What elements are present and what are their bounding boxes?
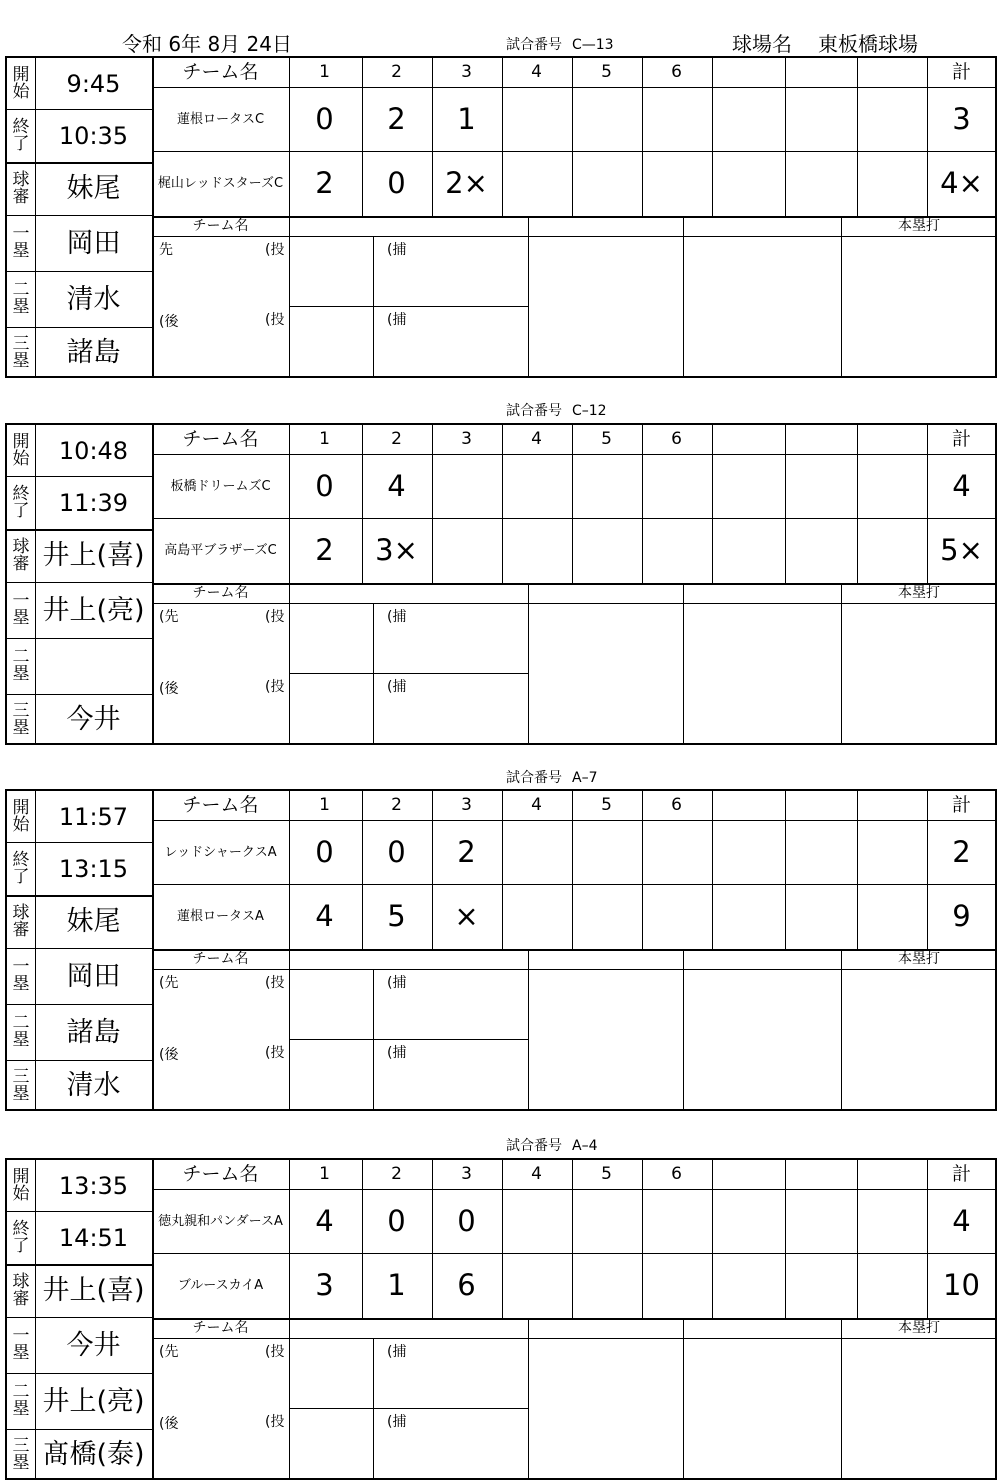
team-name: 徳丸親和パンダースA	[158, 1213, 283, 1229]
total-score: 10	[943, 1267, 980, 1302]
grid-line	[152, 1338, 997, 1339]
team-name-subheader: チーム名	[192, 1320, 249, 1336]
start-label-char-2: 始	[12, 814, 30, 835]
inning-score: 2	[457, 834, 476, 869]
third-base-umpire-label-char-2: 塁	[12, 350, 30, 371]
grid-line	[683, 583, 684, 745]
second-team-catcher-label: (捕	[387, 679, 407, 695]
inning-score: 4	[387, 468, 406, 503]
grid-line	[857, 425, 858, 583]
team-name-header: チーム名	[182, 61, 259, 83]
second-base-umpire-label-char-1: 二	[12, 647, 30, 667]
inning-score	[641, 454, 712, 518]
inning-score: 3	[315, 1267, 334, 1302]
team-name-subheader: チーム名	[192, 218, 249, 234]
third-base-umpire-label	[7, 327, 35, 378]
total-header: 計	[951, 61, 971, 83]
end-label-char-2: 了	[12, 1235, 30, 1256]
second-team-pitcher-label: (投	[265, 1045, 285, 1061]
inning-header: 6	[671, 795, 682, 815]
third-base-umpire: 清水	[66, 1070, 121, 1101]
inning-header: 3	[461, 62, 472, 82]
third-base-umpire-label-char-1: 三	[12, 1066, 30, 1087]
end-label	[7, 476, 35, 529]
team-name: 蓮根ロータスA	[177, 908, 264, 924]
second-base-umpire-label	[7, 271, 35, 327]
first-base-umpire-label-char-1: 一	[12, 224, 30, 244]
start-time: 9:45	[66, 69, 121, 98]
grid-line	[289, 1039, 528, 1040]
inning-score	[641, 884, 712, 948]
plate-umpire-label-char-2: 審	[12, 919, 30, 940]
team-name: 梶山レッドスターズC	[157, 175, 284, 191]
end-label-char-1: 終	[12, 483, 30, 504]
third-base-umpire-label-char-1: 三	[12, 700, 30, 721]
inning-header: 4	[531, 62, 542, 82]
first-base-umpire: 岡田	[66, 960, 121, 992]
inning-header: 4	[531, 1164, 542, 1184]
inning-score: 2	[387, 101, 406, 136]
third-base-umpire-label	[7, 1429, 35, 1480]
game-sheet	[5, 56, 997, 378]
plate-umpire-label	[7, 162, 35, 215]
inning-score: 4	[315, 898, 334, 933]
grid-line	[528, 216, 529, 378]
home-run-header: 本塁打	[898, 951, 940, 967]
grid-line	[857, 58, 858, 216]
grid-line	[289, 306, 528, 307]
grid-line	[683, 216, 684, 378]
total-score: 4	[952, 468, 971, 503]
grid-line	[857, 791, 858, 949]
inning-score	[641, 518, 712, 582]
inning-score	[431, 454, 502, 518]
inning-score: 3×	[375, 532, 418, 567]
inning-score: 1	[387, 1267, 406, 1302]
second-team-marker: (後	[159, 681, 179, 697]
grid-line	[841, 216, 842, 378]
inning-score	[571, 454, 642, 518]
game-number	[506, 771, 597, 785]
inning-score: 2×	[445, 165, 488, 200]
total-score: 4	[952, 1203, 971, 1238]
team-name-header: チーム名	[182, 1163, 259, 1185]
inning-score: ×	[454, 898, 479, 933]
game-number	[506, 1139, 597, 1153]
inning-score: 0	[387, 165, 406, 200]
first-base-umpire-label-char-2: 塁	[12, 974, 30, 994]
team-name: 板橋ドリームズC	[170, 478, 271, 494]
plate-umpire-label-char-2: 審	[12, 553, 30, 574]
game-number-label: 試合番号	[506, 403, 562, 419]
start-label-char-2: 始	[12, 448, 30, 469]
inning-score	[571, 151, 642, 215]
end-label	[7, 1211, 35, 1264]
grid-line	[712, 58, 713, 216]
inning-header: 6	[671, 1164, 682, 1184]
first-team-pitcher-label: (投	[265, 975, 285, 991]
first-team-marker: (先	[159, 975, 179, 991]
inning-header: 4	[531, 795, 542, 815]
inning-score	[641, 1253, 712, 1317]
inning-header: 1	[319, 795, 330, 815]
third-base-umpire-label-char-2: 塁	[12, 717, 30, 738]
inning-score: 0	[387, 1203, 406, 1238]
second-team-pitcher-label: (投	[265, 679, 285, 695]
third-base-umpire-label-char-1: 三	[12, 1435, 30, 1456]
plate-umpire-label	[7, 1264, 35, 1317]
home-run-header: 本塁打	[898, 1320, 940, 1336]
inning-score: 6	[457, 1267, 476, 1302]
start-label-char-1: 開	[12, 797, 30, 818]
second-base-umpire-label	[7, 638, 35, 694]
game-number-value: A–7	[572, 770, 598, 786]
inning-header: 4	[531, 429, 542, 449]
game-number-label: 試合番号	[506, 770, 562, 786]
second-base-umpire: 井上(亮)	[42, 1385, 145, 1417]
plate-umpire: 井上(喜)	[42, 540, 145, 571]
inning-score: 2	[315, 532, 334, 567]
first-team-pitcher-label: (投	[265, 242, 285, 258]
first-team-pitcher-label: (投	[265, 609, 285, 625]
third-base-umpire-label	[7, 694, 35, 745]
game-sheet	[5, 789, 997, 1111]
start-label-char-1: 開	[12, 64, 30, 85]
inning-score	[501, 518, 572, 582]
grid-line	[712, 791, 713, 949]
total-score: 4×	[940, 165, 983, 200]
second-team-marker: (後	[159, 314, 179, 330]
second-base-umpire: 諸島	[66, 1016, 121, 1048]
grid-line	[528, 1318, 529, 1480]
total-score: 5×	[940, 532, 983, 567]
grid-line	[857, 1160, 858, 1318]
start-label-char-1: 開	[12, 431, 30, 452]
team-name-header: チーム名	[182, 794, 259, 816]
grid-line	[683, 1318, 684, 1480]
inning-score: 4	[315, 1203, 334, 1238]
inning-header: 6	[671, 62, 682, 82]
second-base-umpire-label-char-2: 塁	[12, 297, 30, 317]
first-team-catcher-label: (捕	[387, 1344, 407, 1360]
inning-score: 0	[315, 468, 334, 503]
total-header: 計	[951, 428, 971, 450]
inning-score	[571, 820, 642, 884]
grid-line	[841, 949, 842, 1111]
grid-line	[373, 603, 374, 745]
first-team-marker: (先	[159, 1344, 179, 1360]
venue-name: 東板橋球場	[818, 32, 918, 56]
third-base-umpire-label	[7, 1060, 35, 1111]
first-base-umpire-label-char-2: 塁	[12, 1343, 30, 1363]
second-base-umpire-label	[7, 1004, 35, 1060]
inning-header: 1	[319, 62, 330, 82]
end-label-char-2: 了	[12, 133, 30, 154]
first-base-umpire-label	[7, 948, 35, 1004]
grid-line	[152, 236, 997, 237]
plate-umpire-label-char-1: 球	[12, 1271, 30, 1292]
inning-header: 2	[391, 1164, 402, 1184]
inning-score	[501, 1253, 572, 1317]
grid-line	[152, 969, 997, 970]
start-label	[7, 58, 35, 109]
start-label	[7, 791, 35, 842]
first-base-umpire-label-char-1: 一	[12, 957, 30, 977]
first-team-pitcher-label: (投	[265, 1344, 285, 1360]
inning-score	[571, 884, 642, 948]
inning-header: 5	[601, 795, 612, 815]
inning-score	[571, 518, 642, 582]
first-team-marker: (先	[159, 609, 179, 625]
first-base-umpire: 今井	[66, 1329, 121, 1361]
inning-header: 5	[601, 62, 612, 82]
date: 令和 6年 8月 24日	[122, 32, 292, 56]
grid-line	[528, 583, 529, 745]
third-base-umpire-label-char-1: 三	[12, 333, 30, 354]
grid-line	[289, 1408, 528, 1409]
inning-score	[501, 454, 572, 518]
team-name-header: チーム名	[182, 428, 259, 450]
game-number-value: A–4	[572, 1138, 598, 1154]
inning-score	[501, 884, 572, 948]
inning-header: 3	[461, 795, 472, 815]
grid-line	[785, 58, 786, 216]
second-base-umpire-label	[7, 1373, 35, 1429]
team-name: 蓮根ロータスC	[176, 111, 265, 127]
team-name: ブルースカイA	[177, 1277, 264, 1293]
start-label-char-2: 始	[12, 81, 30, 102]
team-name-subheader: チーム名	[192, 585, 249, 601]
second-base-umpire-label-char-1: 二	[12, 1382, 30, 1402]
inning-header: 3	[461, 1164, 472, 1184]
game-number	[506, 404, 607, 418]
first-team-catcher-label: (捕	[387, 975, 407, 991]
third-base-umpire: 今井	[66, 704, 121, 735]
game-number	[506, 38, 614, 52]
game-number-label: 試合番号	[506, 1138, 562, 1154]
second-base-umpire-label-char-1: 二	[12, 280, 30, 300]
first-team-catcher-label: (捕	[387, 609, 407, 625]
inning-header: 2	[391, 795, 402, 815]
start-time: 13:35	[58, 1171, 129, 1200]
first-base-umpire: 井上(亮)	[42, 594, 145, 626]
inning-header: 1	[319, 429, 330, 449]
inning-score	[501, 87, 572, 151]
team-name: レッドシャークスA	[164, 844, 277, 860]
second-team-marker: (後	[159, 1416, 179, 1432]
end-label-char-1: 終	[12, 1218, 30, 1239]
second-team-pitcher-label: (投	[265, 312, 285, 328]
second-team-catcher-label: (捕	[387, 1045, 407, 1061]
end-time: 11:39	[58, 488, 129, 517]
first-base-umpire-label	[7, 215, 35, 271]
plate-umpire: 妹尾	[66, 173, 121, 204]
end-time: 14:51	[58, 1223, 129, 1252]
start-label	[7, 425, 35, 476]
end-label	[7, 842, 35, 895]
venue-label: 球場名	[732, 32, 792, 56]
total-score: 9	[952, 898, 971, 933]
second-base-umpire	[35, 638, 152, 694]
inning-header: 1	[319, 1164, 330, 1184]
plate-umpire-label-char-1: 球	[12, 536, 30, 557]
first-team-marker: 先	[159, 242, 173, 258]
inning-score	[501, 1189, 572, 1253]
total-score: 2	[952, 834, 971, 869]
inning-score	[641, 1189, 712, 1253]
grid-line	[528, 949, 529, 1111]
inning-score: 0	[315, 101, 334, 136]
second-team-catcher-label: (捕	[387, 1414, 407, 1430]
end-time: 13:15	[58, 854, 129, 883]
inning-score	[501, 151, 572, 215]
game-number-value: C—13	[572, 37, 614, 53]
end-label-char-1: 終	[12, 849, 30, 870]
total-header: 計	[951, 794, 971, 816]
inning-score	[571, 1189, 642, 1253]
third-base-umpire-label-char-2: 塁	[12, 1083, 30, 1104]
end-label-char-2: 了	[12, 500, 30, 521]
plate-umpire-label-char-2: 審	[12, 186, 30, 207]
inning-score	[641, 820, 712, 884]
grid-line	[712, 1160, 713, 1318]
plate-umpire-label	[7, 529, 35, 582]
first-base-umpire-label-char-1: 一	[12, 1326, 30, 1346]
plate-umpire-label-char-1: 球	[12, 169, 30, 190]
grid-line	[841, 1318, 842, 1480]
inning-score: 5	[387, 898, 406, 933]
second-base-umpire-label-char-1: 二	[12, 1013, 30, 1033]
first-base-umpire: 岡田	[66, 227, 121, 259]
third-base-umpire: 諸島	[66, 337, 121, 368]
second-team-catcher-label: (捕	[387, 312, 407, 328]
third-base-umpire: 髙橋(泰)	[42, 1439, 145, 1470]
plate-umpire: 井上(喜)	[42, 1275, 145, 1306]
team-name: 高島平ブラザーズC	[164, 542, 277, 558]
inning-header: 6	[671, 429, 682, 449]
end-label	[7, 109, 35, 162]
home-run-header: 本塁打	[898, 585, 940, 601]
grid-line	[683, 949, 684, 1111]
grid-line	[289, 673, 528, 674]
first-base-umpire-label-char-2: 塁	[12, 608, 30, 628]
plate-umpire-label-char-2: 審	[12, 1288, 30, 1309]
grid-line	[785, 1160, 786, 1318]
grid-line	[373, 236, 374, 378]
game-sheet	[5, 1158, 997, 1480]
inning-score	[641, 87, 712, 151]
inning-header: 2	[391, 429, 402, 449]
inning-score: 2	[315, 165, 334, 200]
start-label	[7, 1160, 35, 1211]
team-name-subheader: チーム名	[192, 951, 249, 967]
grid-line	[785, 425, 786, 583]
plate-umpire: 妹尾	[66, 906, 121, 937]
inning-score: 0	[315, 834, 334, 869]
start-time: 11:57	[58, 802, 129, 831]
inning-score	[571, 87, 642, 151]
game-number-value: C–12	[572, 403, 607, 419]
second-base-umpire-label-char-2: 塁	[12, 1399, 30, 1419]
plate-umpire-label-char-1: 球	[12, 902, 30, 923]
second-base-umpire-label-char-2: 塁	[12, 664, 30, 684]
inning-score	[641, 151, 712, 215]
inning-score	[431, 518, 502, 582]
total-score: 3	[952, 101, 971, 136]
inning-score: 0	[457, 1203, 476, 1238]
grid-line	[373, 969, 374, 1111]
inning-header: 3	[461, 429, 472, 449]
grid-line	[841, 583, 842, 745]
end-time: 10:35	[58, 121, 129, 150]
second-base-umpire: 清水	[66, 283, 121, 315]
first-base-umpire-label	[7, 582, 35, 638]
first-base-umpire-label-char-2: 塁	[12, 241, 30, 261]
game-number-label: 試合番号	[506, 37, 562, 53]
home-run-header: 本塁打	[898, 218, 940, 234]
inning-header: 5	[601, 1164, 612, 1184]
inning-score: 0	[387, 834, 406, 869]
third-base-umpire-label-char-2: 塁	[12, 1452, 30, 1473]
second-team-pitcher-label: (投	[265, 1414, 285, 1430]
plate-umpire-label	[7, 895, 35, 948]
inning-score: 1	[457, 101, 476, 136]
start-time: 10:48	[58, 436, 129, 465]
start-label-char-2: 始	[12, 1183, 30, 1204]
inning-header: 5	[601, 429, 612, 449]
end-label-char-1: 終	[12, 116, 30, 137]
inning-header: 2	[391, 62, 402, 82]
inning-score	[501, 820, 572, 884]
grid-line	[152, 603, 997, 604]
inning-score	[571, 1253, 642, 1317]
end-label-char-2: 了	[12, 866, 30, 887]
total-header: 計	[951, 1163, 971, 1185]
grid-line	[712, 425, 713, 583]
first-team-catcher-label: (捕	[387, 242, 407, 258]
first-base-umpire-label-char-1: 一	[12, 591, 30, 611]
game-sheet	[5, 423, 997, 745]
start-label-char-1: 開	[12, 1166, 30, 1187]
grid-line	[785, 791, 786, 949]
first-base-umpire-label	[7, 1317, 35, 1373]
grid-line	[373, 1338, 374, 1480]
second-base-umpire-label-char-2: 塁	[12, 1030, 30, 1050]
second-team-marker: (後	[159, 1047, 179, 1063]
